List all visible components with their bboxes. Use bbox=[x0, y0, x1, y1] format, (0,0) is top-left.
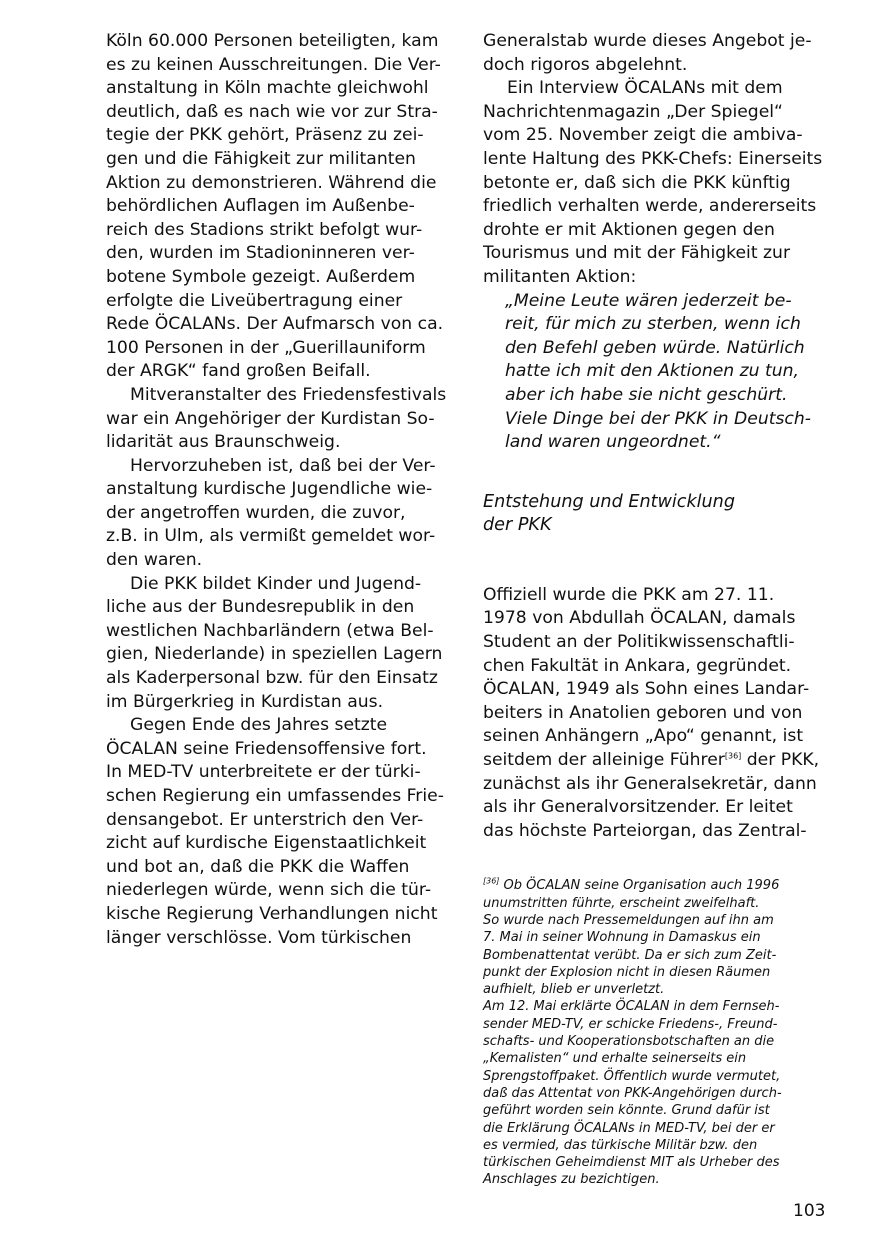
line-text: Rede ÖCALANs. Der Aufmarsch von ca. bbox=[106, 314, 444, 335]
text-line bbox=[106, 573, 458, 597]
line-text: chen Fakultät in Ankara, gegründet. bbox=[483, 655, 792, 676]
text-line bbox=[106, 30, 458, 54]
section-heading bbox=[483, 491, 835, 538]
line-text: „Meine Leute wären jederzeit be- bbox=[505, 290, 792, 311]
text-line bbox=[106, 761, 458, 785]
text-line bbox=[483, 607, 835, 631]
line-text: densangebot. Er unterstrich den Ver- bbox=[106, 809, 424, 830]
line-text: Tourismus und mit der Fähigkeit zur bbox=[483, 243, 791, 264]
text-line bbox=[483, 290, 835, 314]
text-line bbox=[483, 820, 835, 844]
text-line bbox=[106, 431, 458, 455]
line-text: Bombenattentat verübt. Da er sich zum Zeit- bbox=[483, 947, 777, 963]
text-line bbox=[483, 877, 835, 894]
text-line bbox=[106, 856, 458, 880]
line-text: botene Symbole gezeigt. Außerdem bbox=[106, 266, 416, 287]
text-line bbox=[106, 124, 458, 148]
line-text: im Bürgerkrieg in Kurdistan aus. bbox=[106, 691, 384, 712]
line-text: die Erklärung ÖCALANs in MED-TV, bei der er bbox=[483, 1120, 775, 1136]
text-line bbox=[483, 54, 835, 78]
text-line bbox=[483, 1050, 835, 1067]
text-line bbox=[106, 455, 458, 479]
line-text: behördlichen Auflagen im Außenbe- bbox=[106, 196, 415, 217]
text-line bbox=[483, 384, 835, 408]
line-text: Aktion zu demonstrieren. Während die bbox=[106, 172, 437, 193]
text-line bbox=[483, 749, 835, 773]
line-text: militanten Aktion: bbox=[483, 266, 637, 287]
line-text: den waren. bbox=[106, 550, 203, 571]
line-text: „Kemalisten“ und erhalte seinerseits ein bbox=[483, 1051, 747, 1067]
text-line bbox=[106, 596, 458, 620]
text-line bbox=[106, 195, 458, 219]
line-text: Viele Dinge bei der PKK in Deutsch- bbox=[505, 408, 811, 429]
text-line bbox=[106, 242, 458, 266]
text-line bbox=[483, 172, 835, 196]
line-text: hatte ich mit den Aktionen zu tun, bbox=[505, 361, 800, 382]
text-line bbox=[483, 1085, 835, 1102]
line-text: der PKK bbox=[483, 515, 552, 536]
text-line bbox=[106, 525, 458, 549]
line-text: gien, Niederlande) in speziellen Lagern bbox=[106, 644, 443, 665]
line-text: reich des Stadions strikt befolgt wur- bbox=[106, 219, 423, 240]
line-text: es vermied, das türkische Militär bzw. den bbox=[483, 1137, 758, 1153]
text-line bbox=[106, 738, 458, 762]
right-text-column bbox=[483, 30, 835, 1189]
line-text: 7. Mai in seiner Wohnung in Damaskus ein bbox=[483, 930, 761, 946]
line-text: zicht auf kurdische Eigenstaatlichkeit bbox=[106, 833, 427, 854]
text-line bbox=[483, 631, 835, 655]
text-line bbox=[483, 1171, 835, 1188]
text-line bbox=[106, 502, 458, 526]
line-text: friedlich verhalten werde, andererseits bbox=[483, 196, 817, 217]
line-text: anstaltung kurdische Jugendliche wie- bbox=[106, 479, 433, 500]
text-line bbox=[106, 785, 458, 809]
line-text: unumstritten führte, erscheint zweifelhaft. bbox=[483, 895, 760, 911]
text-line bbox=[483, 360, 835, 384]
line-text: schen Regierung ein umfassendes Frie- bbox=[106, 786, 444, 806]
line-text: aufhielt, blieb er unverletzt. bbox=[483, 982, 665, 998]
text-line bbox=[483, 981, 835, 998]
line-text: Entstehung und Entwicklung bbox=[483, 491, 735, 512]
line-text: aber ich habe sie nicht geschürt. bbox=[505, 384, 788, 405]
footnote-marker: [36] bbox=[724, 751, 742, 761]
line-text: land waren ungeordnet.“ bbox=[505, 432, 721, 453]
line-text: liche aus der Bundesrepublik in den bbox=[106, 597, 415, 618]
text-line bbox=[483, 514, 835, 538]
text-line bbox=[483, 1102, 835, 1119]
line-text: der ARGK“ fand großen Beifall. bbox=[106, 361, 371, 382]
line-text: deutlich, daß es nach wie vor zur Stra- bbox=[106, 101, 438, 122]
line-text: anstaltung in Köln machte gleichwohl bbox=[106, 78, 429, 99]
line-text: lente Haltung des PKK-Chefs: Einerseits bbox=[483, 148, 823, 169]
line-text: punkt der Explosion nicht in diesen Räumen bbox=[483, 964, 771, 980]
line-text: kische Regierung Verhandlungen nicht bbox=[106, 903, 438, 924]
line-text: der PKK, bbox=[741, 750, 820, 771]
line-text: betonte er, daß sich die PKK künftig bbox=[483, 172, 791, 193]
text-line bbox=[483, 929, 835, 946]
text-line bbox=[106, 927, 458, 951]
text-line bbox=[483, 337, 835, 361]
text-line bbox=[483, 30, 835, 54]
line-text: das höchste Parteiorgan, das Zentral- bbox=[483, 820, 807, 841]
text-line bbox=[106, 903, 458, 927]
line-text: Offiziell wurde die PKK am 27. 11. bbox=[483, 584, 775, 605]
line-text: westlichen Nachbarländern (etwa Bel- bbox=[106, 620, 434, 641]
text-line bbox=[483, 242, 835, 266]
text-line bbox=[483, 702, 835, 726]
text-line bbox=[483, 195, 835, 219]
text-line bbox=[483, 408, 835, 432]
line-text: es zu keinen Ausschreitungen. Die Ver- bbox=[106, 54, 441, 75]
text-line bbox=[483, 491, 835, 515]
text-line bbox=[483, 678, 835, 702]
line-text: Nachrichtenmagazin „Der Spiegel“ bbox=[483, 101, 783, 122]
line-text: doch rigoros abgelehnt. bbox=[483, 54, 688, 75]
line-text: den Befehl geben würde. Natürlich bbox=[505, 337, 805, 358]
right-column-paragraphs bbox=[483, 30, 835, 290]
line-text: drohte er mit Aktionen gegen den bbox=[483, 219, 775, 240]
text-line bbox=[106, 290, 458, 314]
text-line bbox=[106, 172, 458, 196]
text-line bbox=[483, 584, 835, 608]
line-text: Mitveranstalter des Friedensfestivals bbox=[130, 384, 447, 405]
text-line bbox=[483, 998, 835, 1015]
line-text: 100 Personen in der „Guerillauniform bbox=[106, 337, 426, 358]
line-text: schafts- und Kooperationsbotschaften an die bbox=[483, 1034, 775, 1050]
text-line bbox=[106, 478, 458, 502]
text-line bbox=[106, 337, 458, 361]
text-line bbox=[483, 725, 835, 749]
text-line bbox=[483, 148, 835, 172]
line-text: Ein Interview ÖCALANs mit dem bbox=[507, 78, 783, 99]
text-line bbox=[483, 947, 835, 964]
line-text: Hervorzuheben ist, daß bei der Ver- bbox=[130, 455, 436, 476]
text-line bbox=[106, 266, 458, 290]
line-text: z.B. in Ulm, als vermißt gemeldet wor- bbox=[106, 526, 436, 547]
line-text: der angetroffen wurden, die zuvor, bbox=[106, 502, 406, 523]
left-text-column bbox=[106, 30, 458, 950]
text-line bbox=[483, 912, 835, 929]
line-text: und bot an, daß die PKK die Waffen bbox=[106, 856, 410, 877]
text-line bbox=[483, 796, 835, 820]
line-text: 1978 von Abdullah ÖCALAN, damals bbox=[483, 608, 796, 629]
text-line bbox=[483, 219, 835, 243]
line-text: seinen Anhängern „Apo“ genannt, ist bbox=[483, 726, 804, 747]
text-line bbox=[106, 809, 458, 833]
line-text: zunächst als ihr Generalsekretär, dann bbox=[483, 773, 817, 794]
section-body bbox=[483, 584, 835, 844]
line-text: türkischen Geheimdienst MIT als Urheber des bbox=[483, 1155, 780, 1171]
text-line bbox=[483, 431, 835, 455]
text-line bbox=[106, 77, 458, 101]
text-line bbox=[483, 895, 835, 912]
line-text: Student an der Politikwissenschaftli- bbox=[483, 632, 795, 653]
text-line bbox=[483, 655, 835, 679]
line-text: beiters in Anatolien geboren und von bbox=[483, 702, 803, 723]
text-line bbox=[106, 714, 458, 738]
line-text: war ein Angehöriger der Kurdistan So- bbox=[106, 408, 435, 429]
line-text: seitdem der alleinige Führer bbox=[483, 750, 725, 771]
line-text: tegie der PKK gehört, Präsenz zu zei- bbox=[106, 125, 424, 146]
line-text: vom 25. November zeigt die ambiva- bbox=[483, 125, 803, 146]
text-line bbox=[483, 313, 835, 337]
line-text: Anschlages zu bezichtigen. bbox=[483, 1172, 660, 1188]
line-text: lidarität aus Braunschweig. bbox=[106, 432, 341, 453]
line-text: Sprengstoffpaket. Öffentlich wurde vermutet, bbox=[483, 1068, 781, 1084]
line-text: ÖCALAN, 1949 als Sohn eines Landar- bbox=[483, 679, 810, 700]
text-line bbox=[483, 101, 835, 125]
line-text: Köln 60.000 Personen beteiligten, kam bbox=[106, 31, 439, 51]
line-text: gen und die Fähigkeit zur militanten bbox=[106, 148, 416, 169]
text-line bbox=[106, 219, 458, 243]
text-line bbox=[483, 773, 835, 797]
line-text: erfolgte die Liveübertragung einer bbox=[106, 290, 403, 311]
text-line bbox=[483, 1120, 835, 1137]
line-text: So wurde nach Pressemeldungen auf ihn am bbox=[483, 913, 774, 928]
line-text: den, wurden im Stadioninneren ver- bbox=[106, 243, 415, 264]
text-line bbox=[483, 964, 835, 981]
line-text: Am 12. Mai erklärte ÖCALAN in dem Fernseh- bbox=[483, 999, 780, 1015]
line-text: länger verschlösse. Vom türkischen bbox=[106, 927, 412, 948]
text-line bbox=[483, 1154, 835, 1171]
text-line bbox=[106, 408, 458, 432]
text-line bbox=[483, 124, 835, 148]
line-text: Die PKK bildet Kinder und Jugend- bbox=[130, 573, 422, 594]
text-line bbox=[106, 101, 458, 125]
line-text: reit, für mich zu sterben, wenn ich bbox=[505, 314, 801, 335]
text-line bbox=[483, 1068, 835, 1085]
text-line bbox=[483, 77, 835, 101]
text-line bbox=[106, 879, 458, 903]
line-text: ÖCALAN seine Friedensoffensive fort. bbox=[106, 738, 427, 759]
spiegel-quote bbox=[483, 290, 835, 455]
line-text: als Kaderpersonal bzw. für den Einsatz bbox=[106, 668, 438, 689]
text-line bbox=[106, 620, 458, 644]
text-line bbox=[106, 691, 458, 715]
text-line bbox=[483, 1016, 835, 1033]
line-text: In MED-TV unterbreitete er der türki- bbox=[106, 762, 421, 783]
text-line bbox=[106, 832, 458, 856]
text-line bbox=[106, 54, 458, 78]
line-text: Generalstab wurde dieses Angebot je- bbox=[483, 31, 812, 51]
text-line bbox=[106, 549, 458, 573]
text-line bbox=[483, 1137, 835, 1154]
footnote-36 bbox=[483, 877, 835, 1188]
text-line bbox=[483, 266, 835, 290]
line-text: als ihr Generalvorsitzender. Er leitet bbox=[483, 797, 793, 818]
text-line bbox=[483, 1033, 835, 1050]
line-text: daß das Attentat von PKK-Angehörigen durch- bbox=[483, 1085, 782, 1101]
line-text: Gegen Ende des Jahres setzte bbox=[130, 715, 388, 736]
text-line bbox=[106, 313, 458, 337]
page-number: 103 bbox=[793, 1201, 826, 1221]
line-text: niederlegen würde, wenn sich die tür- bbox=[106, 880, 432, 901]
footnote-marker: [36] bbox=[483, 877, 500, 887]
line-text: Ob ÖCALAN seine Organisation auch 1996 bbox=[499, 878, 780, 894]
line-text: geführt worden sein könnte. Grund dafür ist bbox=[483, 1103, 770, 1119]
line-text: sender MED-TV, er schicke Friedens-, Freund- bbox=[483, 1016, 778, 1032]
text-line bbox=[106, 643, 458, 667]
text-line bbox=[106, 384, 458, 408]
text-line bbox=[106, 667, 458, 691]
text-line bbox=[106, 360, 458, 384]
text-line bbox=[106, 148, 458, 172]
